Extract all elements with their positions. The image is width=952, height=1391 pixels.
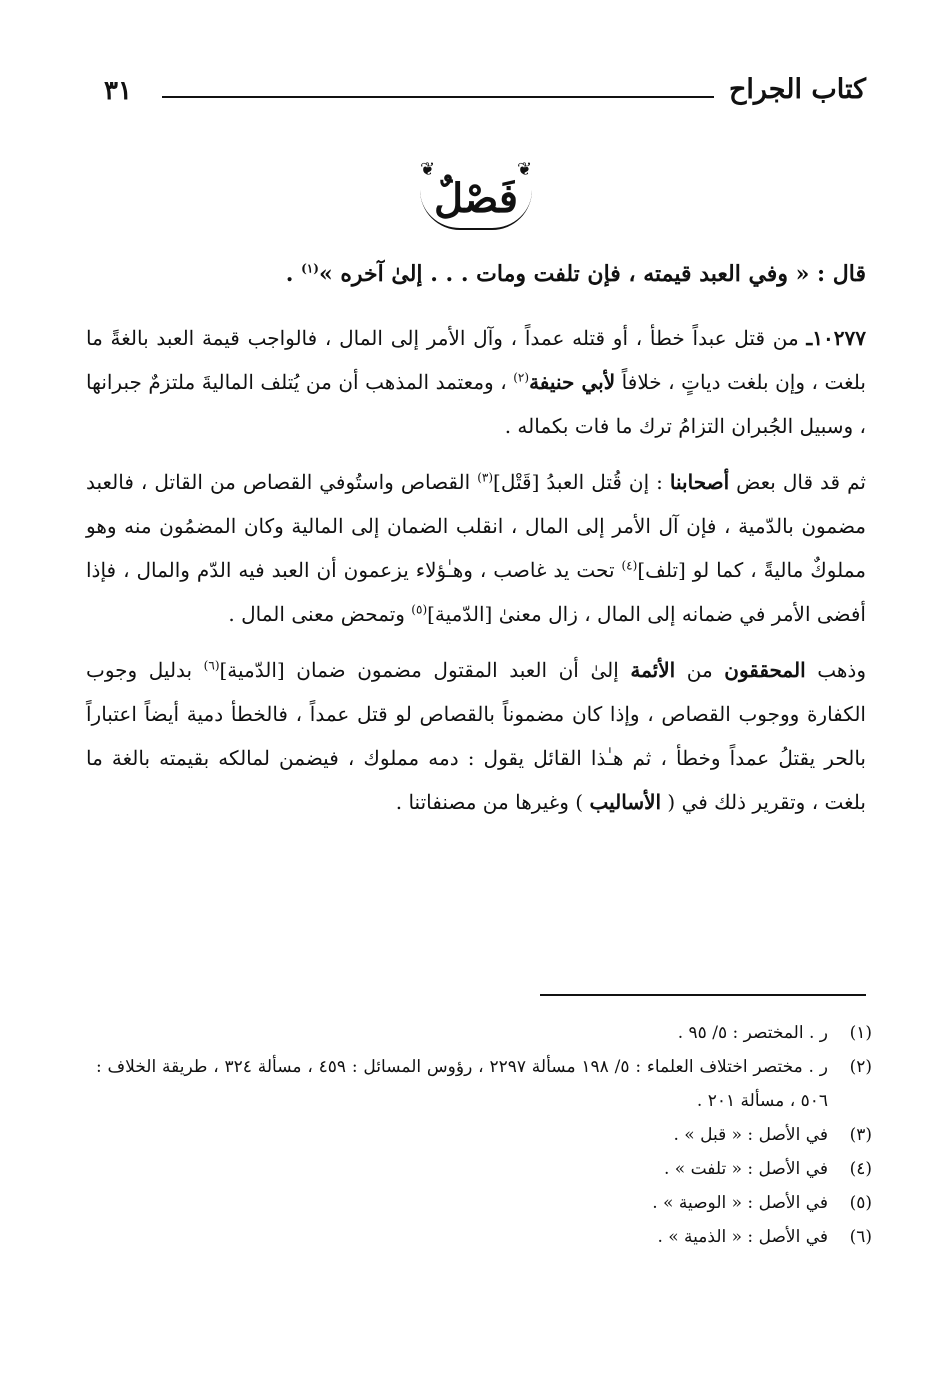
footnote-ref[interactable]: (٣): [477, 470, 494, 485]
footnote-text: ر . المختصر : ٥/ ٩٥ .: [677, 1023, 828, 1043]
section-heading: [0, 159, 952, 230]
footnote-text: ر . مختصر اختلاف العلماء : ٥/ ١٩٨ مسألة ٢٢٩٧ ، رؤوس المسائل : ٤٥٩ ، مسألة ٣٢٤ ، طريقة الخلاف : ٥٠٦ ، مسألة ٢٠١ .: [96, 1057, 828, 1111]
chapter-title: كتاب الجراح: [728, 74, 866, 105]
footnote-ref[interactable]: (٦): [203, 658, 220, 673]
footnote-item: [96, 1050, 872, 1118]
quote-text: قال : « وفي العبد قيمته ، فإن تلفت ومات . . . إلىٰ آخره »: [318, 261, 866, 287]
emphasis-term: المحققون: [724, 658, 806, 682]
paragraph-text: وتمحض معنى المال .: [228, 602, 412, 626]
paragraph-text: ، ومعتمد المذهب أن من يُتلف الماليةَ ملتزمٌ جبرانها ، وسبيل الجُبران التزامُ ترك ما فات بكماله .: [86, 370, 866, 438]
footnote-text: في الأصل : « تلفت » .: [663, 1159, 828, 1179]
quote-end: .: [285, 261, 302, 287]
footnote-text: في الأصل : « قبل » .: [673, 1125, 828, 1145]
footnote-number: (٣): [849, 1125, 872, 1145]
footnote-number: (٥): [849, 1193, 872, 1213]
footnote-text: في الأصل : « الذمية » .: [657, 1227, 828, 1247]
footnote-ref[interactable]: (٢): [513, 370, 530, 385]
paragraph-text: وذهب: [805, 658, 866, 682]
footnotes: [96, 1016, 872, 1254]
footnote-item: [96, 1220, 872, 1254]
main-text: [86, 252, 866, 836]
footnote-ref[interactable]: (٤): [621, 558, 638, 573]
footnote-ref[interactable]: (٥): [411, 602, 428, 617]
paragraph-2: [86, 460, 866, 636]
footnote-ref[interactable]: (١): [301, 261, 319, 276]
footnote-number: (٤): [849, 1159, 872, 1179]
paragraph-number: ١٠٢٧٧ـ: [806, 326, 866, 350]
scholar-name: لأبي حنيفة: [529, 370, 616, 394]
footnote-number: (١): [849, 1023, 872, 1043]
paragraph-text: من قتل عبداً خطأ ، أو قتله عمداً ، وآل الأمر إلى المال ، فالواجب قيمة العبد بالغةً ما بلغت ، وإن بلغت دياتٍ ، خلافاً: [86, 326, 866, 394]
paragraph-text: ثم قد قال بعض: [729, 470, 866, 494]
footnote-item: [96, 1016, 872, 1050]
paragraph-text: من: [675, 658, 725, 682]
paragraph-text: ) وغيرها من مصنفاتنا .: [395, 790, 590, 814]
footnote-item: [96, 1118, 872, 1152]
footnote-number: (٢): [849, 1057, 872, 1077]
emphasis-term: أصحابنا: [669, 470, 730, 494]
page-number: ٣١: [104, 76, 132, 106]
paragraph-text: تحت يد غاصب ، وهـٰؤلاء يزعمون أن العبد فيه الدّم والمال ، فإذا أفضى الأمر في ضمانه إلى المال ، زال معنىٰ [الدّمية]: [86, 558, 866, 626]
paragraph-1: [86, 316, 866, 448]
paragraph-text: بدليل وجوب الكفارة ووجوب القصاص ، وإذا كان مضموناً بالقصاص لو قتل عمداً ، فالخطأ دمية أيضاً اعتباراً بالحر يقتلُ عمداً وخطأ ، ثم هـٰذا القائل يقول : دمه مملوك ، فيضمن لمالكه بقيمته بالغة ما بلغت ، وتقرير ذلك في (: [86, 658, 866, 814]
paragraph-text: إلىٰ أن العبد المقتول مضمون ضمان [الدّمية]: [219, 658, 631, 682]
ornament-flourish-icon: ❦: [516, 159, 533, 180]
section-ornament: [419, 159, 533, 230]
section-heading-text: فَصْلٌ: [433, 175, 519, 222]
footnote-number: (٦): [849, 1227, 872, 1247]
emphasis-term: الأئمة: [630, 658, 676, 682]
paragraph-text: القصاص واستُوفي القصاص من القاتل ، فالعبد مضمون بالدّمية ، فإن آل الأمر إلى المال ، انقلب الضمان إلى المالية وكان المضمُون منه وهو مملوكٌ ماليةً ، كما لو [تلف]: [86, 470, 866, 582]
running-header: [104, 70, 866, 114]
footnote-item: [96, 1186, 872, 1220]
book-title: الأساليب: [589, 790, 662, 814]
header-rule: [162, 96, 714, 98]
footnote-separator: [540, 994, 866, 996]
footnote-text: في الأصل : « الوصية » .: [652, 1193, 828, 1213]
paragraph-text: : إن قُتل العبدُ [قَتْل]: [493, 470, 670, 494]
footnote-item: [96, 1152, 872, 1186]
paragraph-3: [86, 648, 866, 824]
ornament-flourish-icon: ❦: [419, 159, 436, 180]
quoted-statement: [86, 252, 866, 296]
